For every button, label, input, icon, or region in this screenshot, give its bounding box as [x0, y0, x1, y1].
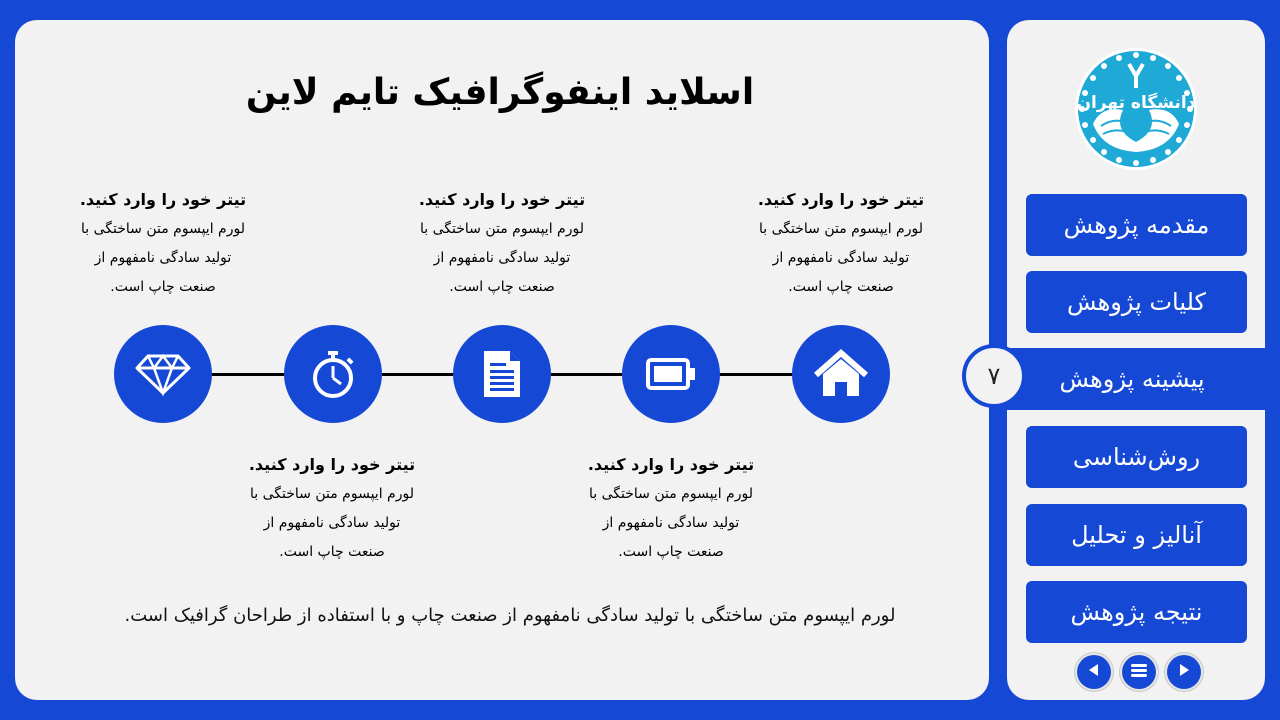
stopwatch-icon: [309, 349, 357, 399]
caption-title: تیتر خود را وارد کنید.: [418, 190, 586, 209]
timeline-caption-4: [202, 450, 462, 567]
slide-title: اسلاید اینفوگرافیک تایم لاین: [245, 72, 755, 113]
previous-button[interactable]: [1077, 655, 1111, 689]
step-number-badge: ۷: [962, 344, 1026, 408]
footer-text: لورم ایپسوم متن ساختگی با تولید سادگی نامفهوم از صنعت چاپ و با استفاده از طراحان گرافیک است.: [124, 605, 896, 626]
menu-item-analysis[interactable]: [1026, 504, 1247, 566]
caption-body: لورم ایپسوم متن ساختگی با تولید سادگی نامفهوم از صنعت چاپ است.: [81, 221, 245, 295]
caption-body: لورم ایپسوم متن ساختگی با تولید سادگی نامفهوم از صنعت چاپ است.: [420, 221, 584, 295]
caption-title: تیتر خود را وارد کنید.: [587, 455, 755, 474]
timeline-node-5: [114, 325, 212, 423]
menu-item-introduction[interactable]: [1026, 194, 1247, 256]
home-icon: [812, 349, 870, 399]
timeline-node-3: [453, 325, 551, 423]
menu-item-label: کلیات پژوهش: [1067, 288, 1206, 316]
previous-icon: [1086, 662, 1102, 682]
menu-item-label: آنالیز و تحلیل: [1071, 521, 1202, 549]
menu-item-overview[interactable]: [1026, 271, 1247, 333]
caption-body: لورم ایپسوم متن ساختگی با تولید سادگی نامفهوم از صنعت چاپ است.: [250, 486, 414, 560]
timeline-caption-1: [711, 185, 971, 302]
caption-title: تیتر خود را وارد کنید.: [248, 455, 416, 474]
menu-button[interactable]: [1122, 655, 1156, 689]
battery-icon: [645, 357, 697, 391]
menu-item-label: نتیجه پژوهش: [1070, 598, 1203, 626]
menu-item-methodology[interactable]: [1026, 426, 1247, 488]
university-of-tehran-logo: [1073, 46, 1199, 176]
document-icon: [482, 349, 522, 399]
timeline-caption-5: [33, 185, 293, 302]
timeline-node-2: [622, 325, 720, 423]
diamond-icon: [134, 352, 192, 396]
timeline-node-1: [792, 325, 890, 423]
menu-item-label: روش‌شناسی: [1072, 443, 1201, 471]
next-button[interactable]: [1167, 655, 1201, 689]
caption-title: تیتر خود را وارد کنید.: [79, 190, 247, 209]
timeline-caption-2: [541, 450, 801, 567]
timeline-node-4: [284, 325, 382, 423]
caption-body: لورم ایپسوم متن ساختگی با تولید سادگی نامفهوم از صنعت چاپ است.: [759, 221, 923, 295]
menu-icon: [1130, 662, 1148, 682]
timeline-caption-3: [372, 185, 632, 302]
caption-body: لورم ایپسوم متن ساختگی با تولید سادگی نامفهوم از صنعت چاپ است.: [589, 486, 753, 560]
menu-item-label: مقدمه پژوهش: [1063, 211, 1210, 239]
next-icon: [1176, 662, 1192, 682]
menu-item-label-active: پیشینه پژوهش: [1059, 365, 1205, 393]
logo-text: دانشگاه تهران: [1076, 93, 1196, 113]
menu-item-results[interactable]: [1026, 581, 1247, 643]
caption-title: تیتر خود را وارد کنید.: [757, 190, 925, 209]
